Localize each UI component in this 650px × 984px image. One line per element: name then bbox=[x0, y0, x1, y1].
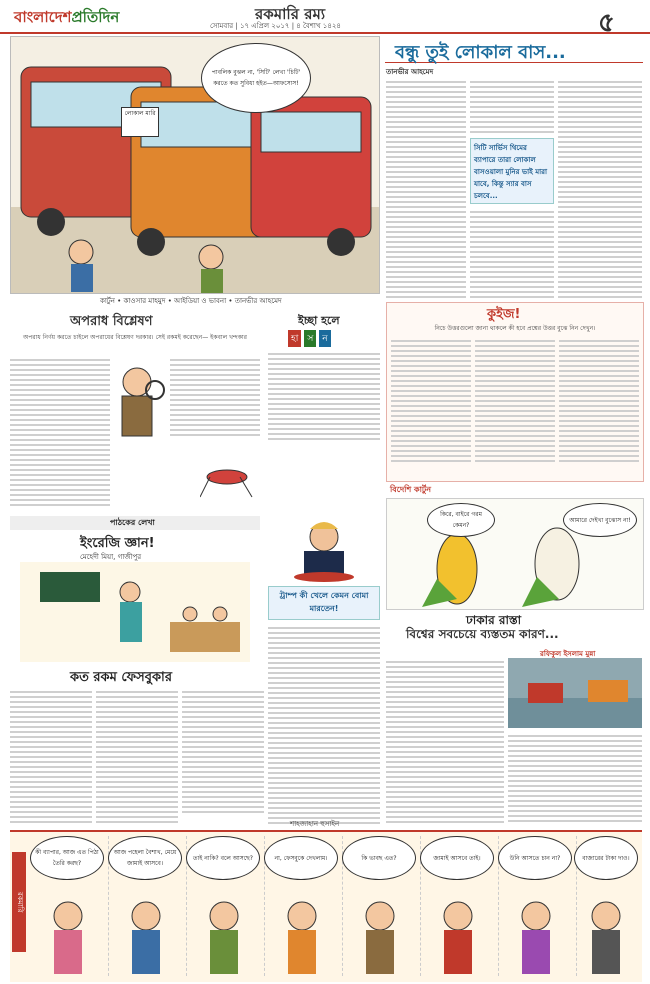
foreign-cartoon bbox=[386, 498, 644, 610]
main-cartoon bbox=[10, 36, 380, 294]
strip-panel-6 bbox=[418, 836, 499, 976]
trump-body bbox=[268, 624, 380, 824]
wish-body bbox=[268, 350, 380, 443]
strip-bubble-2: আজ পহেলা বৈশাখ, মেয়ে জামাই আসবে। bbox=[108, 836, 182, 880]
strip-character-3 bbox=[194, 896, 254, 976]
strip-panel-3 bbox=[184, 836, 265, 976]
classroom-illustration bbox=[20, 562, 250, 662]
trump-title[interactable]: ট্রাম্প কী খেলে কেমন বোমা মারতেন! bbox=[268, 586, 380, 620]
strip-bubble-1: কী ব্যাপার, আজ এত পিঠা তৈরি করছ? bbox=[30, 836, 104, 880]
facebook-byline: শাহজাহান হুসাইন bbox=[290, 820, 340, 828]
strip-character-7 bbox=[506, 896, 566, 976]
feature-byline: তানভীর আহমেদ bbox=[386, 68, 434, 76]
strip-character-4 bbox=[272, 896, 332, 976]
wish-title[interactable]: ইচ্ছা হলে bbox=[298, 314, 340, 327]
readers-label[interactable]: পাঠকের লেখা bbox=[110, 518, 155, 527]
crime-section bbox=[10, 312, 260, 512]
strip-bubble-6: জামাই আসবে তাই। bbox=[420, 836, 494, 880]
strip-character-8 bbox=[578, 896, 634, 976]
section-title: রকমারি রম্য bbox=[255, 5, 326, 23]
strip-character-1 bbox=[38, 896, 98, 976]
cartoon-sign: লোকাল মারি bbox=[121, 107, 159, 137]
strip-label: রকমারি bbox=[12, 852, 26, 952]
strip-bubble-5: কি ভাবছ এত? bbox=[342, 836, 416, 880]
page-number: ৫ bbox=[598, 8, 615, 38]
flooded-road-photo bbox=[508, 658, 642, 728]
dhaka-title-line2[interactable]: বিশ্বের সবচেয়ে ব্যস্ততম কারণ... bbox=[406, 627, 559, 641]
strip-panel-5 bbox=[340, 836, 421, 976]
cartoon-credits: কার্টুন • কাওসার মাহমুদ • আইডিয়া ও ভাবনা • তানভীর আহমেদ bbox=[100, 297, 282, 305]
brand-logo[interactable] bbox=[14, 6, 119, 31]
feature-column-3 bbox=[558, 78, 642, 298]
trump-illustration bbox=[268, 515, 380, 583]
crime-intro: অপরাধ নির্ণয় করতে চাইলে অপরাধের বিশ্লেষণ দরকার। সেই রকমই করেছেন— ইকবাল খন্দকার bbox=[23, 334, 247, 341]
wish-letter-2: স bbox=[304, 330, 316, 347]
dhaka-column-1 bbox=[386, 658, 504, 826]
readers-byline: মেহেদী মিয়া, গাজীপুর bbox=[80, 553, 142, 561]
feature-header bbox=[385, 36, 643, 63]
strip-bubble-3: তাই নাকি? বলে আসছে? bbox=[186, 836, 260, 880]
brand-part2: প্রতিদিন bbox=[71, 8, 120, 26]
feature-column-2b bbox=[470, 208, 554, 298]
foreign-cartoon-label[interactable]: বিদেশি কার্টুন bbox=[390, 485, 432, 494]
quiz-column-3 bbox=[559, 337, 639, 465]
strip-character-2 bbox=[116, 896, 176, 976]
strip-panel-1 bbox=[28, 836, 109, 976]
crime-title[interactable]: অপরাধ বিশ্লেষণ bbox=[70, 314, 153, 329]
corn-bubble-left: কিরে, বাইরে গরম কেমন? bbox=[427, 503, 495, 537]
wish-letters bbox=[288, 330, 331, 347]
feature-column-2a bbox=[470, 78, 554, 134]
mosquito-illustration bbox=[200, 452, 255, 502]
strip-character-5 bbox=[350, 896, 410, 976]
strip-bubble-4: না, ফেসবুকে দেখলাম। bbox=[264, 836, 338, 880]
strip-panel-4 bbox=[262, 836, 343, 976]
masthead bbox=[0, 0, 650, 38]
dhaka-header bbox=[386, 612, 642, 644]
bus-cartoon-illustration bbox=[11, 37, 379, 293]
readers-title[interactable]: ইংরেজি জ্ঞান! bbox=[80, 536, 155, 551]
wish-letter-1: হা bbox=[288, 330, 301, 347]
strip-panel-7 bbox=[496, 836, 577, 976]
detective-illustration bbox=[110, 362, 165, 442]
crime-column-2 bbox=[170, 356, 260, 439]
dhaka-column-2 bbox=[508, 732, 642, 826]
facebook-title[interactable]: কত রকম ফেসবুকার bbox=[70, 670, 172, 685]
wish-letter-3: ন bbox=[319, 330, 330, 347]
feature-pull-quote: সিটি সার্ভিস থিমের ব্যাপারে তারা লোকাল বাসওয়ালা মুনির ভাই মারা যাবে, কিন্তু স্যার বাস চলবে... bbox=[470, 138, 554, 204]
dateline: সোমবার | ১৭ এপ্রিল ২০১৭ | ৪ বৈশাখ ১৪২৪ bbox=[210, 22, 341, 30]
facebook-column-2 bbox=[96, 688, 178, 824]
foreign-cartoon-header bbox=[386, 484, 642, 497]
strip-bubble-7: উনি আসতে চান না? bbox=[498, 836, 572, 880]
cartoon-speech-bubble: পাবলিক বুঝল না, 'সিটি' লেখা 'চিটি' করতে কত সুবিধা হইত—আফসোস! bbox=[201, 43, 311, 113]
feature-title[interactable]: বন্ধু তুই লোকাল বাস... bbox=[395, 42, 566, 63]
feature-column-1 bbox=[386, 78, 466, 298]
crime-column-1 bbox=[10, 356, 110, 509]
quiz-column-1 bbox=[391, 337, 471, 465]
quiz-title[interactable]: কুইজ! bbox=[487, 307, 521, 322]
dhaka-title-line1[interactable]: ঢাকার রাস্তা bbox=[466, 613, 522, 627]
brand-part1: বাংলাদেশ bbox=[14, 8, 72, 26]
quiz-subtitle: নিচে উত্তরগুলো জানা থাকলে কী হবে প্রশ্নের উত্তর বুঝে নিন দেখুন। bbox=[434, 325, 596, 332]
dhaka-byline: রফিকুল ইসলাম মুন্না bbox=[540, 650, 596, 658]
facebook-column-1 bbox=[10, 688, 92, 824]
quiz-section bbox=[386, 302, 644, 482]
facebook-column-3 bbox=[182, 688, 264, 824]
comic-strip bbox=[10, 830, 642, 982]
corn-bubble-right: আমারে দেইখা বুঝোস না! bbox=[563, 503, 637, 537]
wish-section bbox=[268, 312, 380, 512]
strip-panel-2 bbox=[106, 836, 187, 976]
strip-panel-8 bbox=[574, 836, 638, 976]
strip-bubble-8: বাজারের টাকা দাও। bbox=[574, 836, 638, 880]
readers-label-bar bbox=[10, 516, 260, 530]
strip-character-6 bbox=[428, 896, 488, 976]
quiz-column-2 bbox=[475, 337, 555, 465]
